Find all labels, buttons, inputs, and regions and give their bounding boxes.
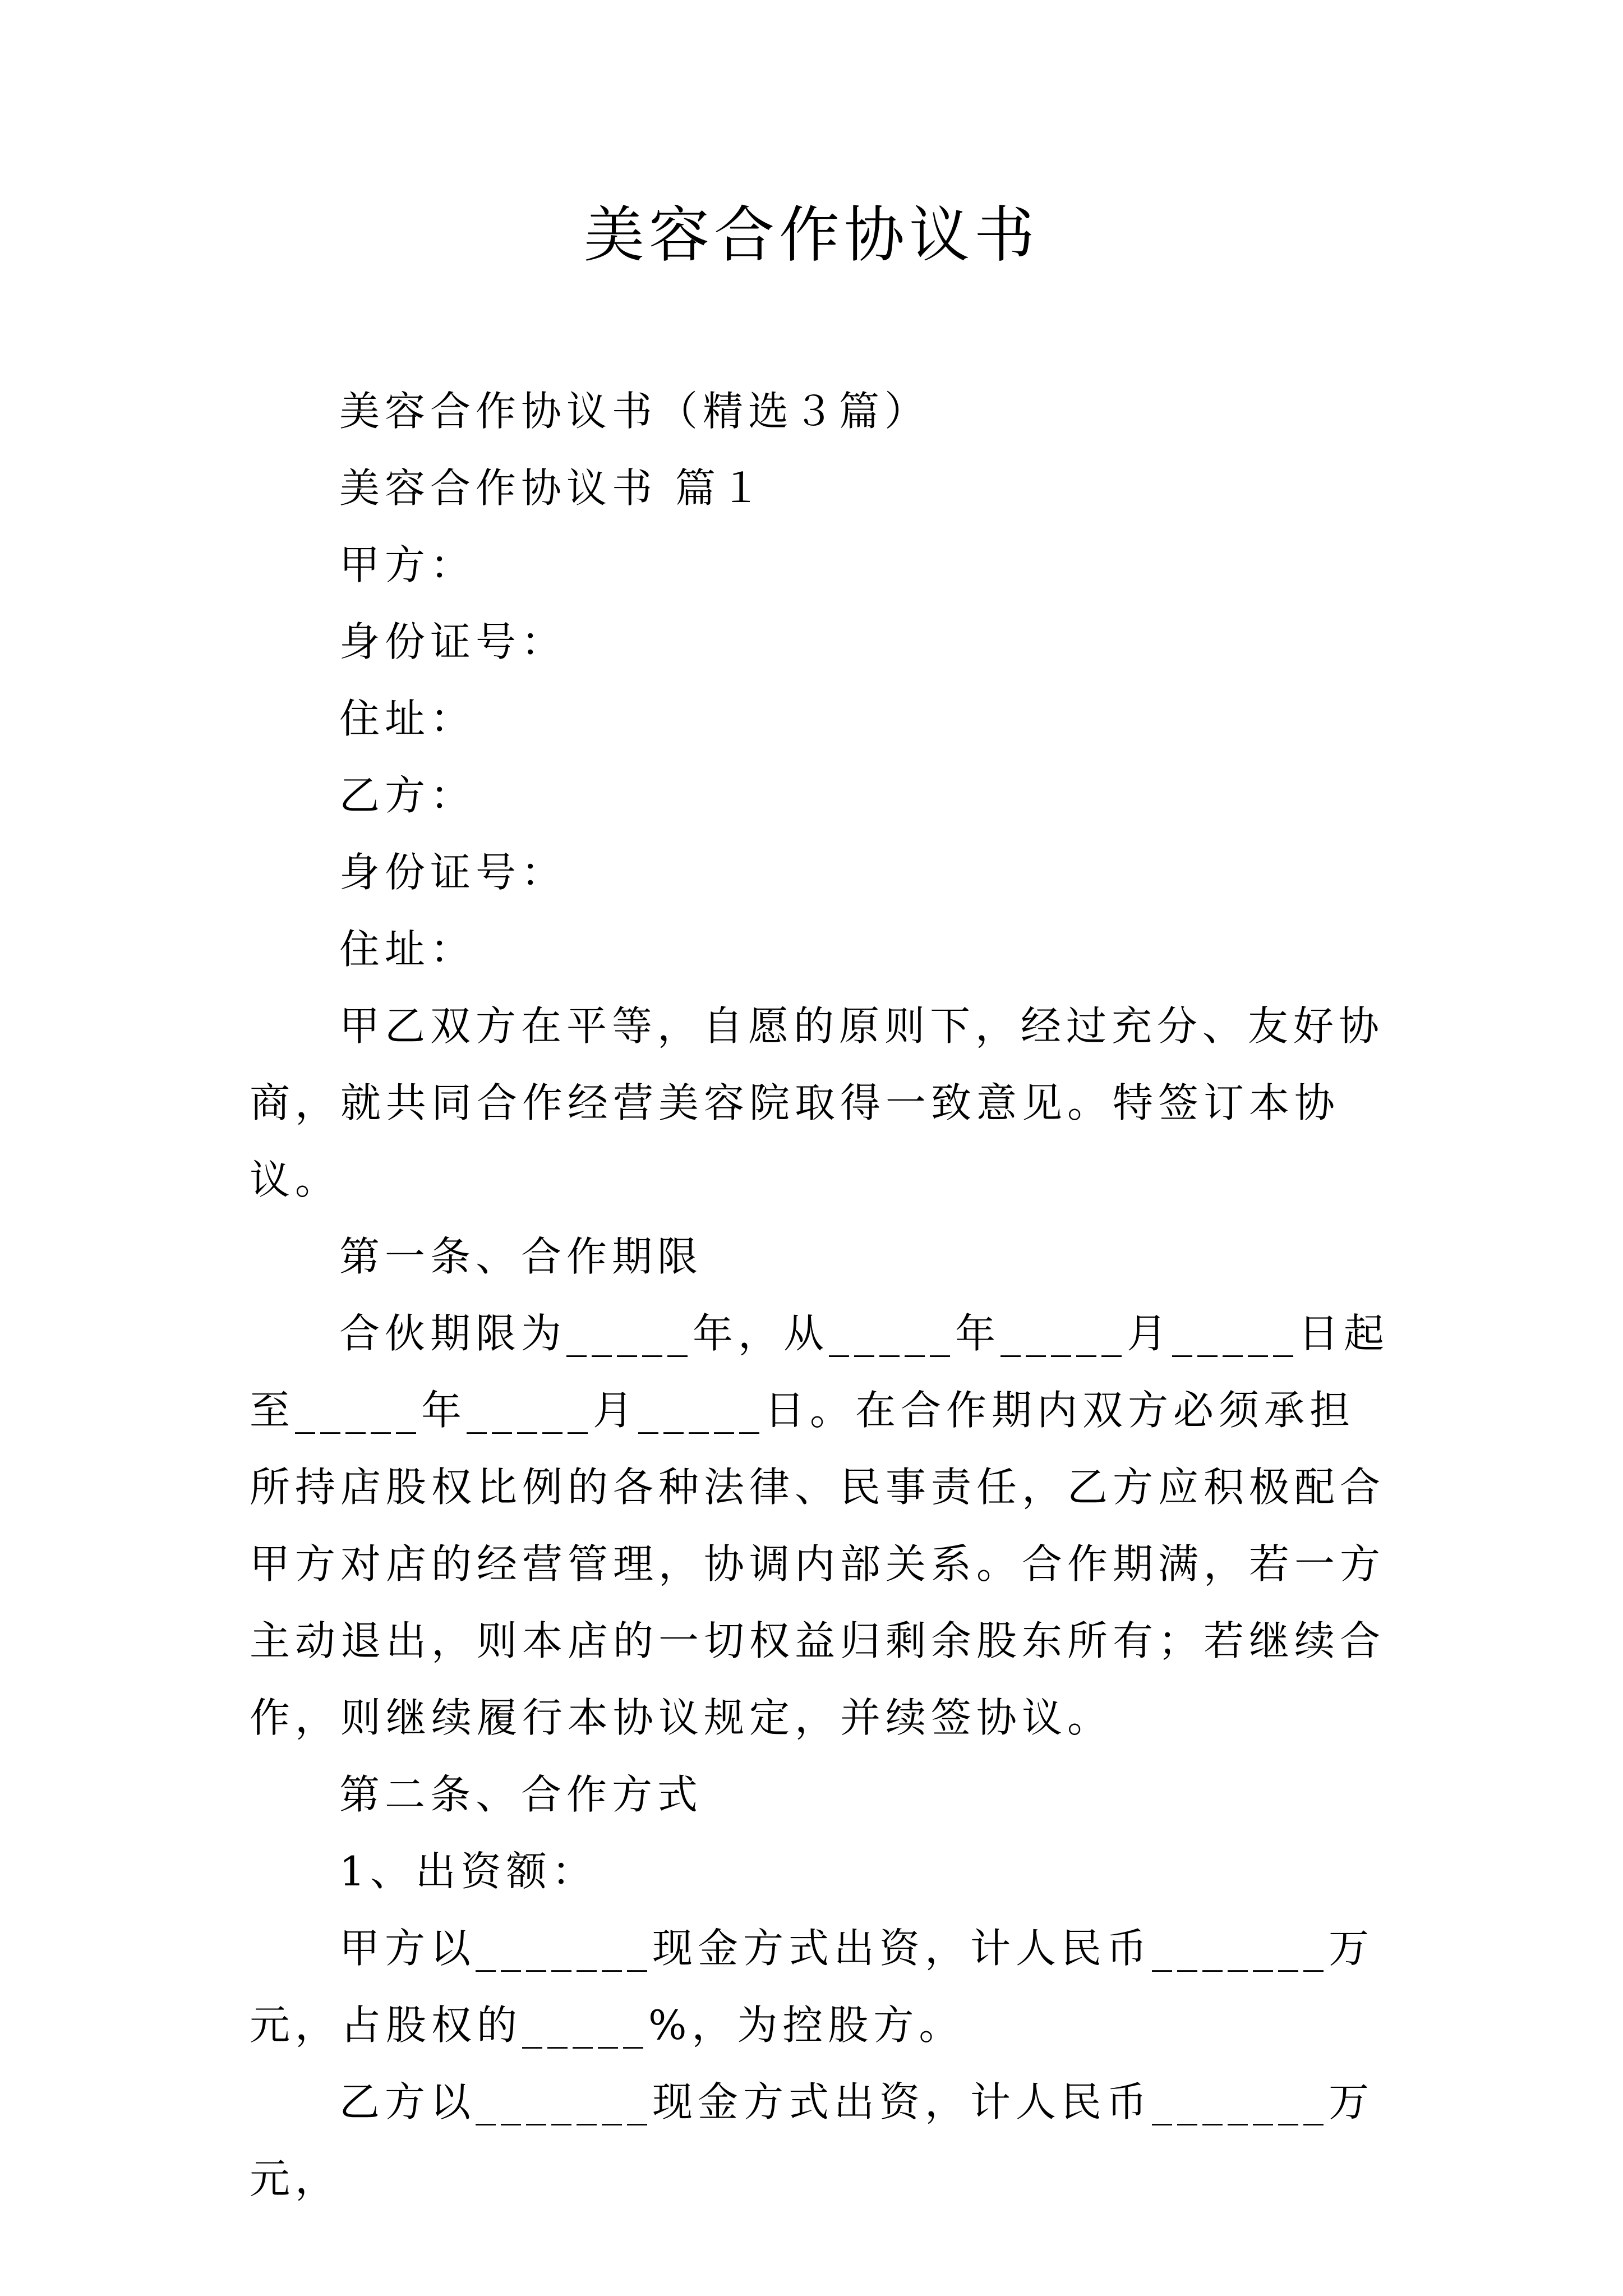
subtitle-paragraph: 美容合作协议书（精选３篇） bbox=[339, 388, 930, 435]
party-b-address-label: 住址： bbox=[339, 926, 476, 973]
party-a-label: 甲方： bbox=[339, 541, 476, 588]
section-heading: 美容合作协议书 篇１ bbox=[339, 464, 766, 512]
article-1-heading: 第一条、合作期限 bbox=[339, 1233, 703, 1280]
party-b-label: 乙方： bbox=[339, 772, 476, 819]
party-b-contribution-paragraph: 乙方以_______现金方式出资，计人民币_______万元， bbox=[250, 2078, 1375, 2202]
document-title: 美容合作协议书 bbox=[583, 200, 1039, 270]
party-b-id-label: 身份证号： bbox=[339, 849, 567, 896]
intro-paragraph: 甲乙双方在平等，自愿的原则下，经过充分、友好协商，就共同合作经营美容院取得一致意见。特签订本协议。 bbox=[250, 1002, 1385, 1203]
party-a-address-label: 住址： bbox=[339, 695, 476, 742]
article-2-heading: 第二条、合作方式 bbox=[339, 1771, 703, 1818]
party-a-id-label: 身份证号： bbox=[339, 618, 567, 665]
document-body bbox=[250, 373, 1399, 2217]
party-a-contribution-paragraph: 甲方以_______现金方式出资，计人民币_______万元，占股权的_____%，为控股方。 bbox=[250, 1925, 1375, 2049]
article-1-paragraph: 合伙期限为_____年，从_____年_____月_____日起至_____年_____月_____日。在合作期内双方必须承担所持店股权比例的各种法律、民事责任，乙方应积极配合甲方对店的经营管理，协调内部关系。合作期满，若一方主动退出，则本店的一切权益归剩余股东所有；若继续合作，则继续履行本协议规定，并续签协议。 bbox=[250, 1310, 1390, 1741]
capital-contribution-heading: 1、出资额： bbox=[339, 1848, 597, 1895]
